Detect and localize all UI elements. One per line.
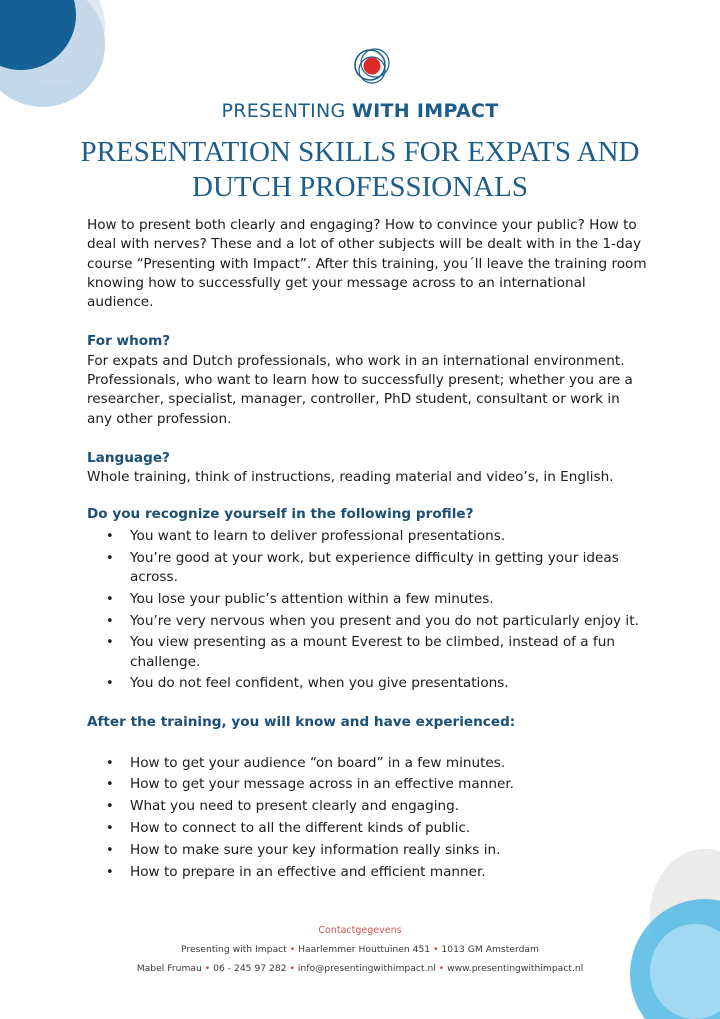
contact-line-details bbox=[120, 959, 600, 978]
separator-dot-icon: • bbox=[204, 963, 211, 974]
bullet-icon: • bbox=[106, 755, 114, 771]
list-item: • You want to learn to deliver professional presentations. bbox=[87, 527, 647, 546]
website-link[interactable]: www.presentingwithimpact.nl bbox=[447, 963, 584, 974]
email-link[interactable]: info@presentingwithimpact.nl bbox=[297, 963, 436, 974]
bullet-icon: • bbox=[106, 550, 114, 566]
language-text: Whole training, think of instructions, reading material and video’s, in English. bbox=[87, 469, 614, 486]
list-item: • You lose your public’s attention within a few minutes. bbox=[87, 590, 647, 609]
bullet-icon: • bbox=[106, 799, 114, 815]
list-item: • How to connect to all the different kinds of public. bbox=[87, 819, 647, 838]
after-training-heading: After the training, you will know and have experienced: bbox=[87, 714, 516, 731]
separator-dot-icon: • bbox=[438, 963, 445, 974]
for-whom-heading: For whom? bbox=[87, 333, 171, 350]
separator-dot-icon: • bbox=[289, 963, 295, 974]
list-item: • How to make sure your key information really sinks in. bbox=[87, 841, 647, 860]
document-title: PRESENTATION SKILLS FOR EXPATS AND DUTCH PROFESSIONALS bbox=[80, 136, 640, 203]
bullet-icon: • bbox=[106, 635, 114, 651]
bullet-icon: • bbox=[106, 591, 114, 607]
company-name: Presenting with Impact bbox=[181, 944, 287, 955]
list-item: • You’re very nervous when you present and you do not particularly enjoy it. bbox=[87, 612, 647, 631]
list-item: • How to get your audience “on board” in a few minutes. bbox=[87, 754, 647, 773]
bullet-icon: • bbox=[106, 864, 114, 880]
list-item: • You’re good at your work, but experience difficulty in getting your ideas across. bbox=[106, 549, 619, 585]
contact-heading: Contactgegevens bbox=[318, 925, 402, 936]
list-item: • What you need to present clearly and engaging. bbox=[87, 797, 647, 816]
brand-name-bold: WITH IMPACT bbox=[351, 100, 499, 122]
language-heading: Language? bbox=[87, 449, 170, 466]
profile-list bbox=[87, 527, 647, 694]
bullet-icon: • bbox=[106, 676, 114, 692]
postal-city: 1013 GM Amsterdam bbox=[441, 944, 539, 955]
street-address: Haarlemmer Houttuinen 451 bbox=[298, 944, 431, 955]
for-whom-text: For expats and Dutch professionals, who work in an international environment. Professionals, who want to learn how to successfully present; whether you are a researcher, specialist, manager, controller, PhD student, consultant or work in any other profession. bbox=[87, 352, 633, 427]
contact-footer bbox=[120, 921, 600, 978]
contact-line-address bbox=[120, 940, 600, 959]
list-item: • How to get your message across in an effective manner. bbox=[87, 775, 647, 794]
contact-person: Mabel Frumau bbox=[136, 963, 202, 974]
profile-heading: Do you recognize yourself in the following profile? bbox=[87, 505, 474, 522]
separator-dot-icon: • bbox=[433, 944, 439, 955]
bullet-icon: • bbox=[106, 777, 114, 793]
intro-paragraph: How to present both clearly and engaging? How to convince your public? How to deal with nerves? These and a lot of other subjects will be dealt with in the 1-day course “Presenting with Impact”. After this training, you´ll leave the training room knowing how to successfully get your message across to an international audience. bbox=[87, 217, 647, 311]
bullet-icon: • bbox=[106, 613, 114, 629]
brand-wordmark bbox=[0, 100, 720, 122]
list-item: • You view presenting as a mount Everest to be climbed, instead of a fun challenge. bbox=[106, 634, 615, 670]
document-body bbox=[87, 216, 647, 884]
list-item: • You do not feel confident, when you give presentations. bbox=[87, 674, 647, 693]
decorative-circles-top-left bbox=[0, 0, 110, 110]
after-training-list bbox=[87, 754, 647, 882]
list-item: • How to prepare in an effective and efficient manner. bbox=[87, 863, 647, 882]
bullet-icon: • bbox=[106, 528, 114, 544]
brand-name-light: PRESENTING bbox=[221, 100, 346, 122]
overlapping-circles-logo-icon bbox=[348, 43, 396, 91]
phone-number: 06 - 245 97 282 bbox=[213, 963, 287, 974]
bullet-icon: • bbox=[106, 842, 114, 858]
bullet-icon: • bbox=[106, 820, 114, 836]
separator-dot-icon: • bbox=[289, 944, 296, 955]
